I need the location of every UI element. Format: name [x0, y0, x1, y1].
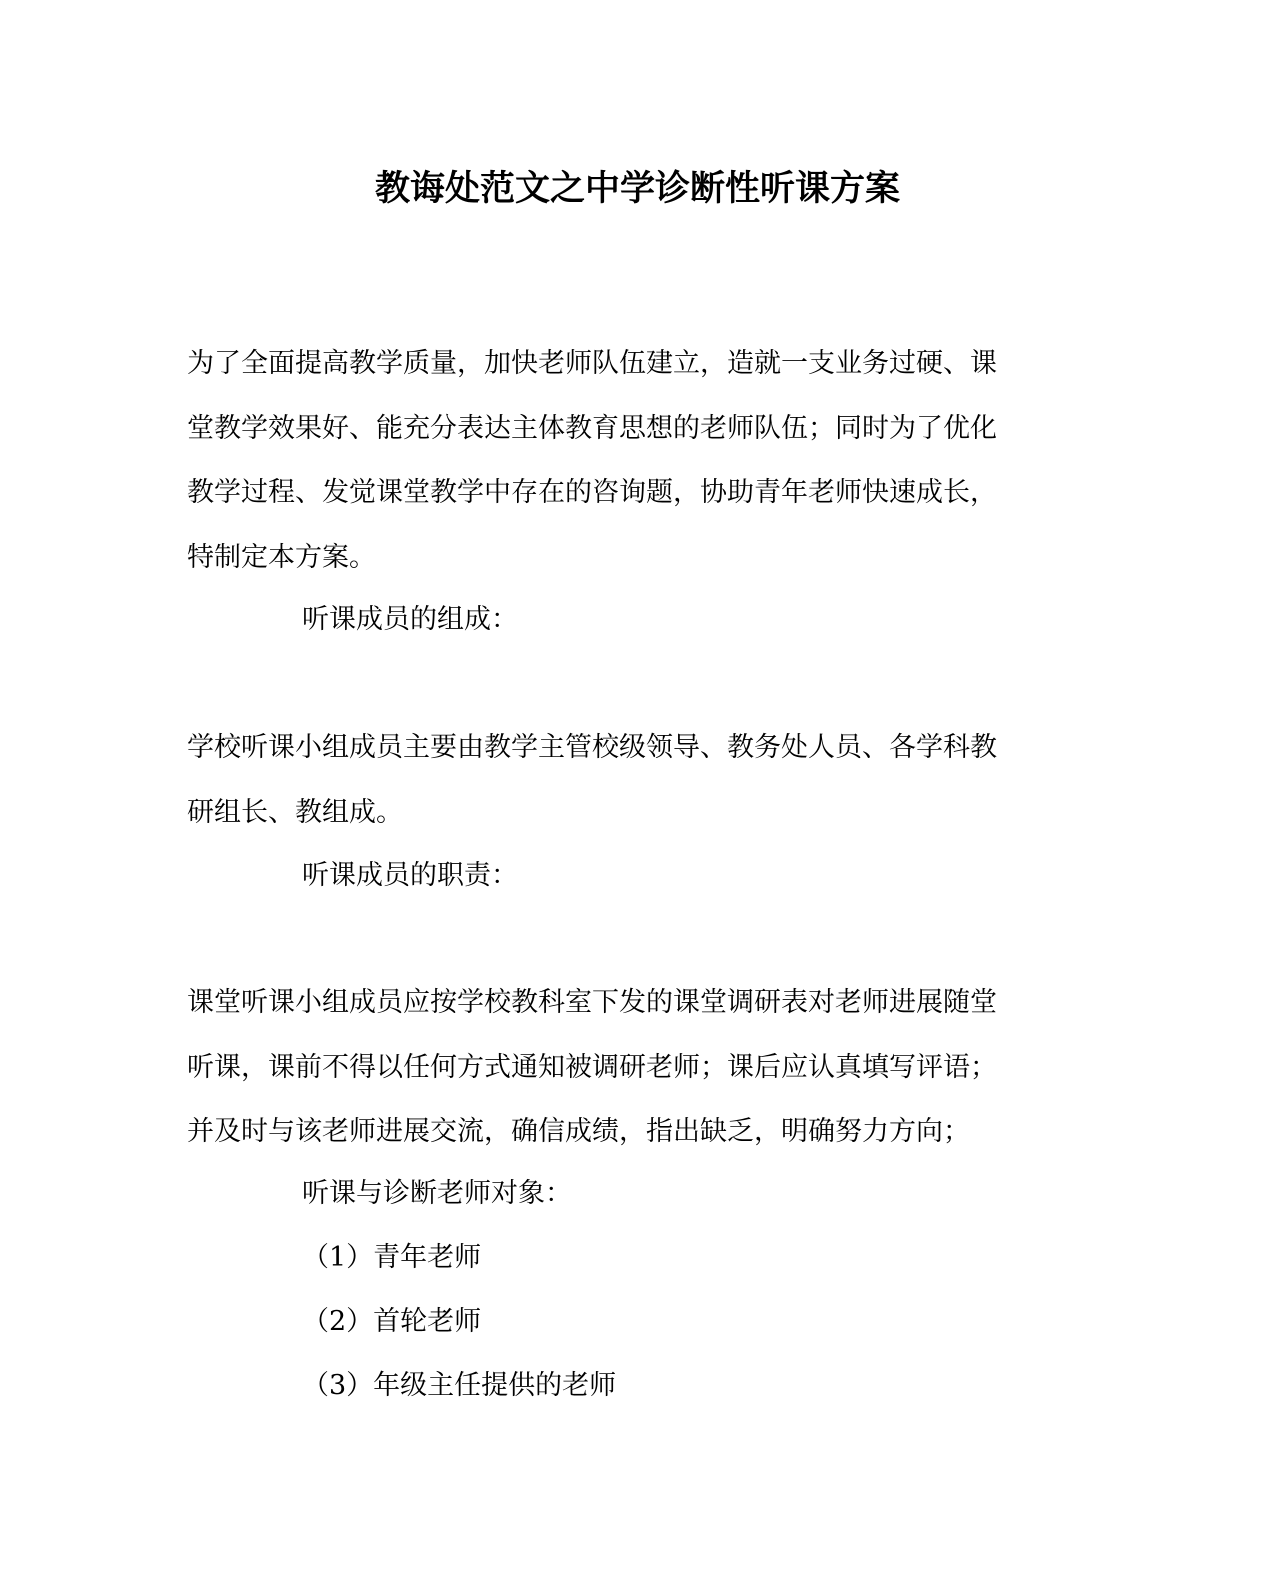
members-paragraph	[187, 716, 1067, 845]
section-heading-duties: 听课成员的职责：	[302, 860, 518, 891]
target-list-item: （3）年级主任提供的老师	[302, 1370, 617, 1401]
target-list-item: （2）首轮老师	[302, 1306, 482, 1337]
intro-line: 特制定本方案。	[187, 541, 376, 573]
members-line: 研组长、教组成。	[187, 796, 403, 828]
duties-line: 听课，课前不得以任何方式通知被调研老师；课后应认真填写评语；	[187, 1051, 997, 1083]
intro-line: 堂教学效果好、能充分表达主体教育思想的老师队伍；同时为了优化	[187, 412, 997, 444]
section-heading-targets: 听课与诊断老师对象：	[302, 1178, 572, 1209]
target-list-item: （1）青年老师	[302, 1242, 482, 1273]
intro-line: 为了全面提高教学质量，加快老师队伍建立，造就一支业务过硬、课	[187, 348, 997, 379]
duties-line: 并及时与该老师进展交流，确信成绩，指出缺乏，明确努力方向；	[187, 1116, 970, 1147]
duties-line: 课堂听课小组成员应按学校教科室下发的课堂调研表对老师进展随堂	[187, 987, 997, 1018]
members-line: 学校听课小组成员主要由教学主管校级领导、教务处人员、各学科教	[187, 732, 997, 763]
intro-line: 教学过程、发觉课堂教学中存在的咨询题，协助青年老师快速成长，	[187, 477, 997, 508]
document-title: 教诲处范文之中学诊断性听课方案	[374, 168, 900, 209]
intro-paragraph	[187, 332, 1067, 590]
section-heading-members: 听课成员的组成：	[302, 604, 518, 635]
duties-paragraph	[187, 971, 1067, 1165]
